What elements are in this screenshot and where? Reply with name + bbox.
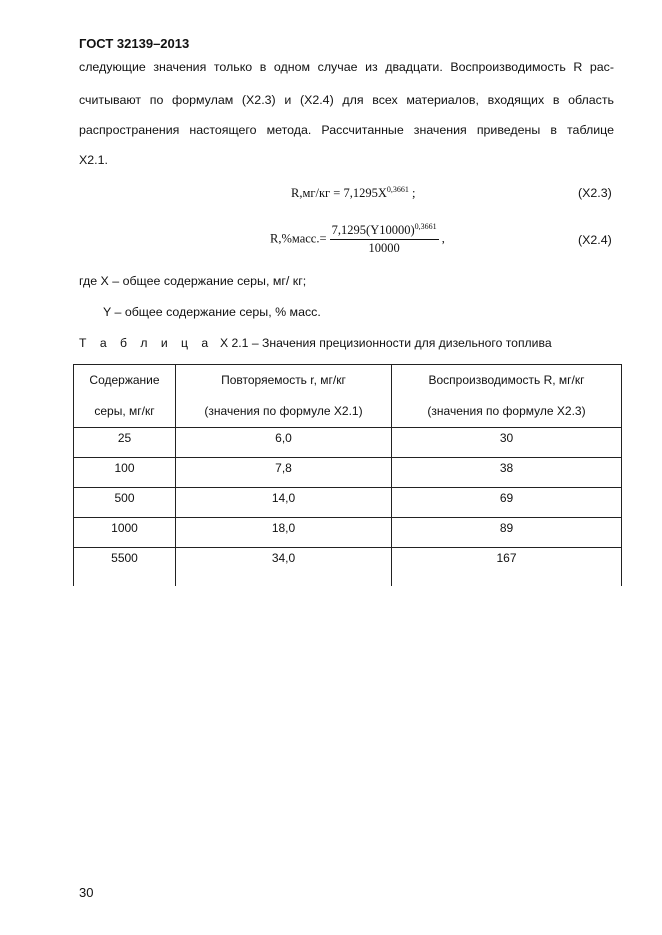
table-cell: 25 xyxy=(74,428,176,458)
table-cell: 5500 xyxy=(74,548,176,586)
paragraph-line: распространения настоящего метода. Рассчитанные значения приведены в таблице xyxy=(79,123,614,137)
table-cell: 1000 xyxy=(74,518,176,548)
fraction-numerator xyxy=(330,222,439,240)
body-paragraph xyxy=(79,60,614,170)
caption-text: X 2.1 – Значения прецизионности для дизельного топлива xyxy=(219,336,552,350)
numerator-exponent: 0,3661 xyxy=(414,222,437,231)
document-header: ГОСТ 32139–2013 xyxy=(79,36,190,51)
table-cell: 167 xyxy=(392,548,622,586)
caption-prefix: Т а б л и ц а xyxy=(79,336,214,350)
fraction-denominator: 10000 xyxy=(368,241,400,256)
paragraph-line: X2.1. xyxy=(79,153,108,167)
header-line: Воспроизводимость R, мг/кг xyxy=(428,373,585,387)
table-cell: 38 xyxy=(392,458,622,488)
formula-x2-3 xyxy=(291,185,415,201)
definition-x: где X – общее содержание серы, мг/ кг; xyxy=(79,274,307,288)
numerator-text: 7,1295(Y10000) xyxy=(331,223,415,238)
table-row xyxy=(74,488,622,518)
formula-exponent: 0,3661 xyxy=(386,185,409,194)
table-row xyxy=(74,548,622,586)
header-reproducibility xyxy=(392,365,622,428)
definition-y: Y – общее содержание серы, % масс. xyxy=(103,305,321,319)
table-row xyxy=(74,458,622,488)
page-number: 30 xyxy=(79,885,94,900)
header-line: Повторяемость r, мг/кг xyxy=(221,373,346,387)
header-line: (значения по формуле X2.3) xyxy=(427,404,586,418)
paragraph-line: считывают по формулам (X2.3) и (X2.4) для всех материалов, входящих в область xyxy=(79,93,614,107)
equation-number: (X2.3) xyxy=(578,186,612,200)
header-line: серы, мг/кг xyxy=(94,404,155,418)
header-line: (значения по формуле X2.1) xyxy=(204,404,363,418)
paragraph-line: следующие значения только в одном случае из двадцати. Воспроизводимость R рас- xyxy=(79,60,614,74)
table-cell: 69 xyxy=(392,488,622,518)
table-cell: 7,8 xyxy=(176,458,392,488)
table-row xyxy=(74,428,622,458)
table-caption xyxy=(79,336,552,350)
table-cell: 18,0 xyxy=(176,518,392,548)
table-cell: 500 xyxy=(74,488,176,518)
table-row xyxy=(74,518,622,548)
formula-lhs: R,%масс.= xyxy=(270,231,327,246)
precision-table xyxy=(73,364,622,586)
header-repeatability xyxy=(176,365,392,428)
header-sulfur-content xyxy=(74,365,176,428)
table-cell: 30 xyxy=(392,428,622,458)
equation-number: (X2.4) xyxy=(578,233,612,247)
formula-x2-4 xyxy=(270,222,445,256)
table-cell: 6,0 xyxy=(176,428,392,458)
formula-fraction xyxy=(330,222,439,256)
table-cell: 100 xyxy=(74,458,176,488)
table-cell: 34,0 xyxy=(176,548,392,586)
table-header-row xyxy=(74,365,622,428)
formula-lhs: R,мг/кг = 7,1295X xyxy=(291,186,387,201)
table-cell: 14,0 xyxy=(176,488,392,518)
formula-tail: , xyxy=(441,231,445,246)
header-line: Содержание xyxy=(89,373,160,387)
table-cell: 89 xyxy=(392,518,622,548)
formula-tail: ; xyxy=(412,186,416,201)
